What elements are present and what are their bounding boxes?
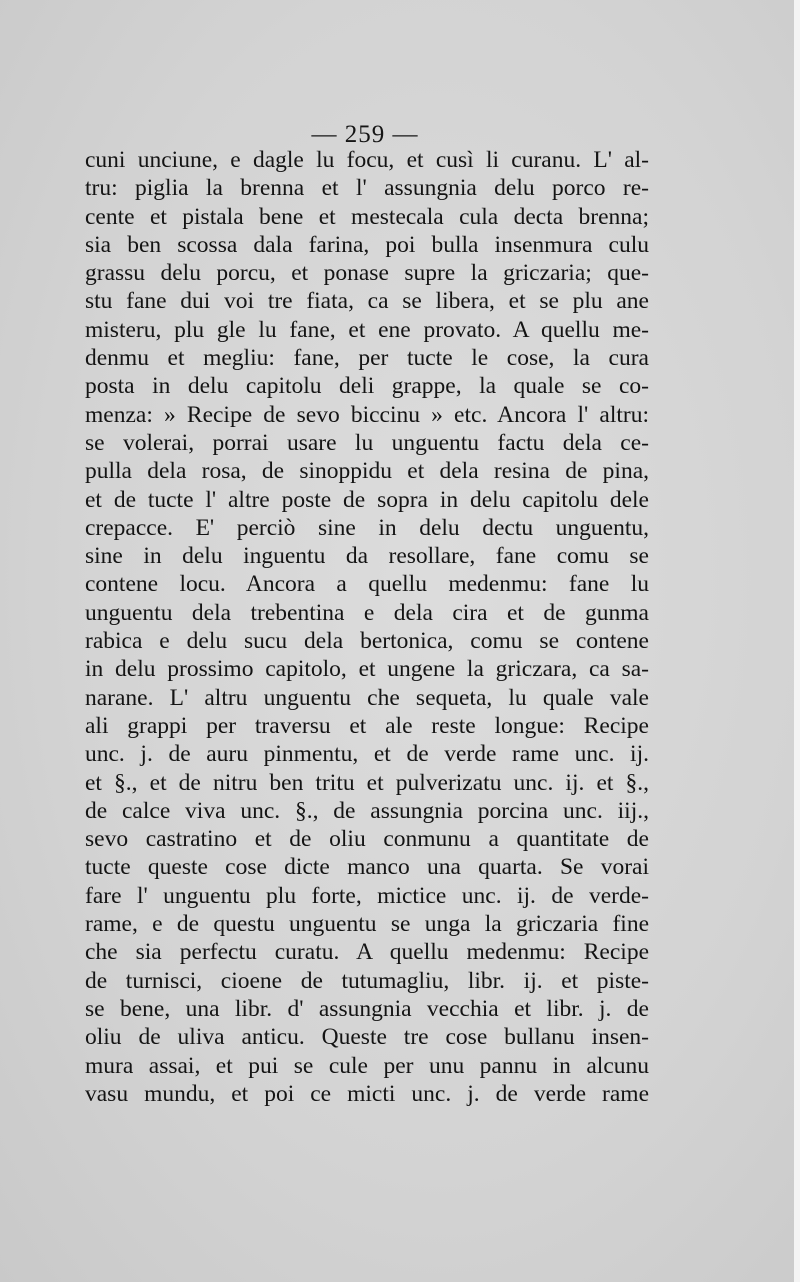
text-line: rame, e de questu unguentu se unga la griczaria fine [85,911,649,938]
text-line: mura assai, et pui se cule per unu pannu in alcunu [85,1052,649,1079]
text-line: cuni unciune, e dagle lu focu, et cusì li curanu. L' al- [85,147,649,173]
text-line: grassu delu porcu, et ponase supre la griczaria; que- [85,260,649,287]
text-line: crepacce. E' perciò sine in delu dectu unguentu, [85,514,649,541]
text-line: cente et pistala bene et mestecala cula decta brenna; [85,203,649,230]
text-line: menza: » Recipe de sevo biccinu » etc. Ancora l' altru: [85,401,649,428]
text-line: tucte queste cose dicte manco una quarta. Se vorai [85,854,649,881]
text-line: posta in delu capitolu deli grappe, la quale se co- [85,373,649,400]
text-line: che sia perfectu curatu. A quellu medenmu: Recipe [85,939,649,966]
text-line: rabica e delu sucu dela bertonica, comu se contene [85,628,649,655]
text-line: contene locu. Ancora a quellu medenmu: fane lu [85,571,649,598]
text-line: narane. L' altru unguentu che sequeta, lu quale vale [85,684,649,711]
text-line: fare l' unguentu plu forte, mictice unc. ij. de verde- [85,882,649,909]
body-text [85,146,649,1108]
text-line: de turnisci, cioene de tutumagliu, libr. ij. et piste- [85,967,649,994]
text-line: ali grappi per traversu et ale reste longue: Recipe [85,712,649,739]
text-line: pulla dela rosa, de sinoppidu et dela resina de pina, [85,458,649,485]
text-line: stu fane dui voi tre fiata, ca se libera, et se plu ane [85,288,649,315]
page-number: — 259 — [311,121,419,148]
text-line: se bene, una libr. d' assungnia vecchia et libr. j. de [85,995,649,1022]
text-line: sevo castratino et de oliu conmunu a quantitate de [85,826,649,853]
text-line: et §., et de nitru ben tritu et pulverizatu unc. ij. et §., [85,769,649,796]
text-line: unguentu dela trebentina e dela cira et de gunma [85,599,649,626]
text-line: unc. j. de auru pinmentu, et de verde rame unc. ij. [85,741,649,768]
text-line: sia ben scossa dala farina, poi bulla insenmura culu [85,231,649,258]
text-line: vasu mundu, et poi ce micti unc. j. de verde rame [85,1080,649,1107]
text-line: et de tucte l' altre poste de sopra in delu capitolu dele [85,486,649,513]
text-line: denmu et megliu: fane, per tucte le cose, la cura [85,345,649,372]
text-line: se volerai, porrai usare lu unguentu factu dela ce- [85,429,649,456]
text-line: oliu de uliva anticu. Queste tre cose bullanu insen- [85,1024,649,1051]
text-line: tru: piglia la brenna et l' assungnia delu porco re- [85,175,649,202]
text-line: in delu prossimo capitolo, et ungene la griczara, ca sa- [85,656,649,683]
page-edge [794,0,800,1282]
text-line: de calce viva unc. §., de assungnia porcina unc. iij., [85,797,649,824]
text-line: sine in delu inguentu da resollare, fane comu se [85,543,649,570]
text-line: misteru, plu gle lu fane, et ene provato. A quellu me- [85,316,649,343]
